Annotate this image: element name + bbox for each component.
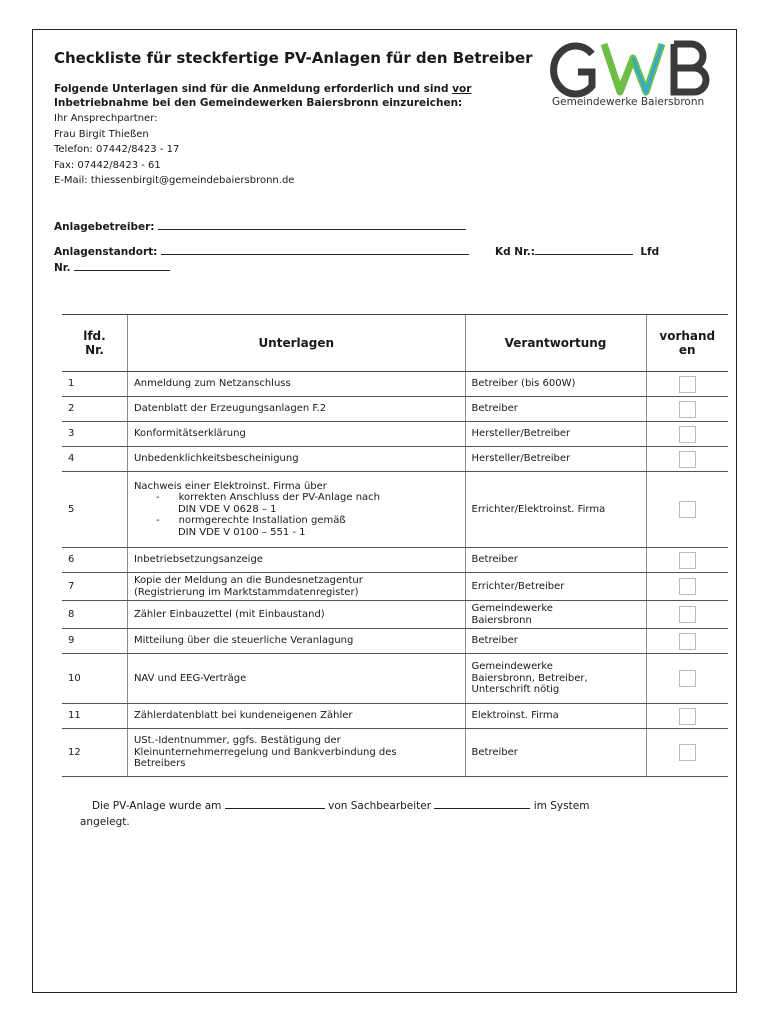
betreiber-label: Anlagebetreiber: <box>54 221 155 233</box>
table-row <box>62 654 728 704</box>
lfd-label: Lfd <box>640 246 660 258</box>
doc-line: Kleinunternehmerregelung und Bankverbindung des <box>133 746 397 758</box>
row-nr: 1 <box>62 372 127 397</box>
row-nr: 9 <box>62 629 127 654</box>
row-doc: Zähler Einbauzettel (mit Einbaustand) <box>127 601 465 629</box>
contact-fax: Fax: 07442/8423 - 61 <box>54 159 161 171</box>
row-nr: 3 <box>62 422 127 447</box>
logo-g <box>554 46 592 94</box>
row-resp <box>465 601 646 629</box>
page-title: Checkliste für steckfertige PV-Anlagen für den Betreiber <box>54 49 533 67</box>
table-row <box>62 372 728 397</box>
footer-note <box>80 797 590 830</box>
row-check <box>646 372 728 397</box>
table-row <box>62 704 728 729</box>
row-check <box>646 704 728 729</box>
checkbox[interactable] <box>679 708 696 725</box>
row-resp: Betreiber <box>465 548 646 573</box>
date-input-line[interactable] <box>225 797 325 809</box>
row-check <box>646 397 728 422</box>
checkbox[interactable] <box>679 401 696 418</box>
row-doc <box>127 573 465 601</box>
footer-part3: im System <box>533 800 590 812</box>
row-resp: Betreiber <box>465 629 646 654</box>
contact-block <box>54 111 294 189</box>
doc-line: Kopie der Meldung an die Bundesnetzagentur <box>133 575 363 586</box>
row-resp: Betreiber (bis 600W) <box>465 372 646 397</box>
kd-field <box>495 243 659 258</box>
row-doc <box>127 729 465 777</box>
row-doc: Mitteilung über die steuerliche Veranlagung <box>127 629 465 654</box>
table-row <box>62 447 728 472</box>
row-nr: 8 <box>62 601 127 629</box>
checkbox[interactable] <box>679 552 696 569</box>
table-row <box>62 629 728 654</box>
doc-line: DIN VDE V 0100 – 551 - 1 <box>177 526 306 538</box>
checkbox[interactable] <box>679 633 696 650</box>
footer-part2: von Sachbearbeiter <box>328 800 432 812</box>
table-row <box>62 601 728 629</box>
row-doc: Zählerdatenblatt bei kundeneigenen Zähler <box>127 704 465 729</box>
contact-name: Frau Birgit Thießen <box>54 128 149 140</box>
doc-line: Nachweis einer Elektroinst. Firma über <box>133 480 327 492</box>
row-check <box>646 573 728 601</box>
row-check <box>646 601 728 629</box>
header-vorhanden: vorhand en <box>646 315 728 372</box>
row-check <box>646 654 728 704</box>
nr-label: Nr. <box>54 262 71 274</box>
row-nr: 10 <box>62 654 127 704</box>
row-check <box>646 422 728 447</box>
row-doc: Datenblatt der Erzeugungsanlagen F.2 <box>127 397 465 422</box>
contact-email: E-Mail: thiessenbirgit@gemeindebaiersbronn.de <box>54 175 295 186</box>
standort-label: Anlagenstandort: <box>54 246 158 258</box>
row-resp: Hersteller/Betreiber <box>465 447 646 472</box>
header-verantwortung: Verantwortung <box>465 315 646 372</box>
table-header-row <box>62 315 728 372</box>
row-doc: Anmeldung zum Netzanschluss <box>127 372 465 397</box>
standort-field <box>54 243 469 258</box>
intro-line1: Folgende Unterlagen sind für die Anmeldung erforderlich und sind <box>54 83 453 95</box>
intro-emphasis: vor <box>452 83 472 95</box>
nr-input-line[interactable] <box>74 259 170 271</box>
table-row <box>62 472 728 548</box>
table-row <box>62 397 728 422</box>
checkbox[interactable] <box>679 376 696 393</box>
clerk-input-line[interactable] <box>434 797 530 809</box>
row-nr: 12 <box>62 729 127 777</box>
checkbox[interactable] <box>679 606 696 623</box>
logo-b <box>674 44 706 92</box>
doc-line: (Registrierung im Marktstammdatenregister) <box>133 586 359 598</box>
checkbox[interactable] <box>679 426 696 443</box>
row-resp: Betreiber <box>465 729 646 777</box>
row-check <box>646 548 728 573</box>
doc-line: USt.-Identnummer, ggfs. Bestätigung der <box>133 735 341 747</box>
row-doc: NAV und EEG-Verträge <box>127 654 465 704</box>
row-check <box>646 729 728 777</box>
doc-line: - normgerechte Installation gemäß <box>155 515 346 527</box>
row-check <box>646 447 728 472</box>
table-row <box>62 729 728 777</box>
kd-label: Kd Nr.: <box>495 246 535 258</box>
header-lfd-nr: lfd. Nr. <box>62 315 127 372</box>
betreiber-input-line[interactable] <box>158 218 466 230</box>
row-resp: Elektroinst. Firma <box>465 704 646 729</box>
contact-phone: Telefon: 07442/8423 - 17 <box>54 144 180 155</box>
resp-line: Baiersbronn, Betreiber, <box>471 672 588 684</box>
row-nr: 7 <box>62 573 127 601</box>
header-unterlagen: Unterlagen <box>127 315 465 372</box>
checkbox[interactable] <box>679 578 696 595</box>
footer-line2: angelegt. <box>80 816 130 828</box>
doc-line: - korrekten Anschluss der PV-Anlage nach <box>155 492 380 504</box>
row-resp <box>465 654 646 704</box>
row-resp: Hersteller/Betreiber <box>465 422 646 447</box>
doc-line: Betreibers <box>133 758 186 770</box>
row-nr: 11 <box>62 704 127 729</box>
checkbox[interactable] <box>679 670 696 687</box>
resp-line: Gemeindewerke <box>471 661 553 673</box>
contact-label: Ihr Ansprechpartner: <box>54 113 158 124</box>
footer-part1: Die PV-Anlage wurde am <box>92 800 222 812</box>
table-row <box>62 548 728 573</box>
row-resp: Betreiber <box>465 397 646 422</box>
checklist-table <box>62 314 728 777</box>
row-doc: Unbedenklichkeitsbescheinigung <box>127 447 465 472</box>
row-nr: 4 <box>62 447 127 472</box>
standort-input-line[interactable] <box>161 243 469 255</box>
doc-line: DIN VDE V 0628 – 1 <box>177 503 277 515</box>
row-doc: Konformitätserklärung <box>127 422 465 447</box>
table-row <box>62 573 728 601</box>
kd-input-line[interactable] <box>535 243 633 255</box>
intro-text <box>54 82 471 110</box>
resp-line: Unterschrift nötig <box>471 684 560 696</box>
checkbox[interactable] <box>679 744 696 761</box>
row-nr: 6 <box>62 548 127 573</box>
logo-subtitle: Gemeindewerke Baiersbronn <box>552 96 705 108</box>
checkbox[interactable] <box>679 451 696 468</box>
row-doc <box>127 472 465 548</box>
resp-line: Gemeindewerke <box>471 603 553 614</box>
row-nr: 2 <box>62 397 127 422</box>
nr-field <box>54 259 170 274</box>
table-row <box>62 422 728 447</box>
row-check <box>646 472 728 548</box>
checkbox[interactable] <box>679 501 696 518</box>
resp-line: Baiersbronn <box>471 614 532 626</box>
row-resp: Errichter/Betreiber <box>465 573 646 601</box>
row-nr: 5 <box>62 472 127 548</box>
row-resp: Errichter/Elektroinst. Firma <box>465 472 646 548</box>
row-doc: Inbetriebsetzungsanzeige <box>127 548 465 573</box>
intro-line2: Inbetriebnahme bei den Gemeindewerken Baiersbronn einzureichen: <box>54 97 463 109</box>
row-check <box>646 629 728 654</box>
betreiber-field <box>54 218 466 233</box>
